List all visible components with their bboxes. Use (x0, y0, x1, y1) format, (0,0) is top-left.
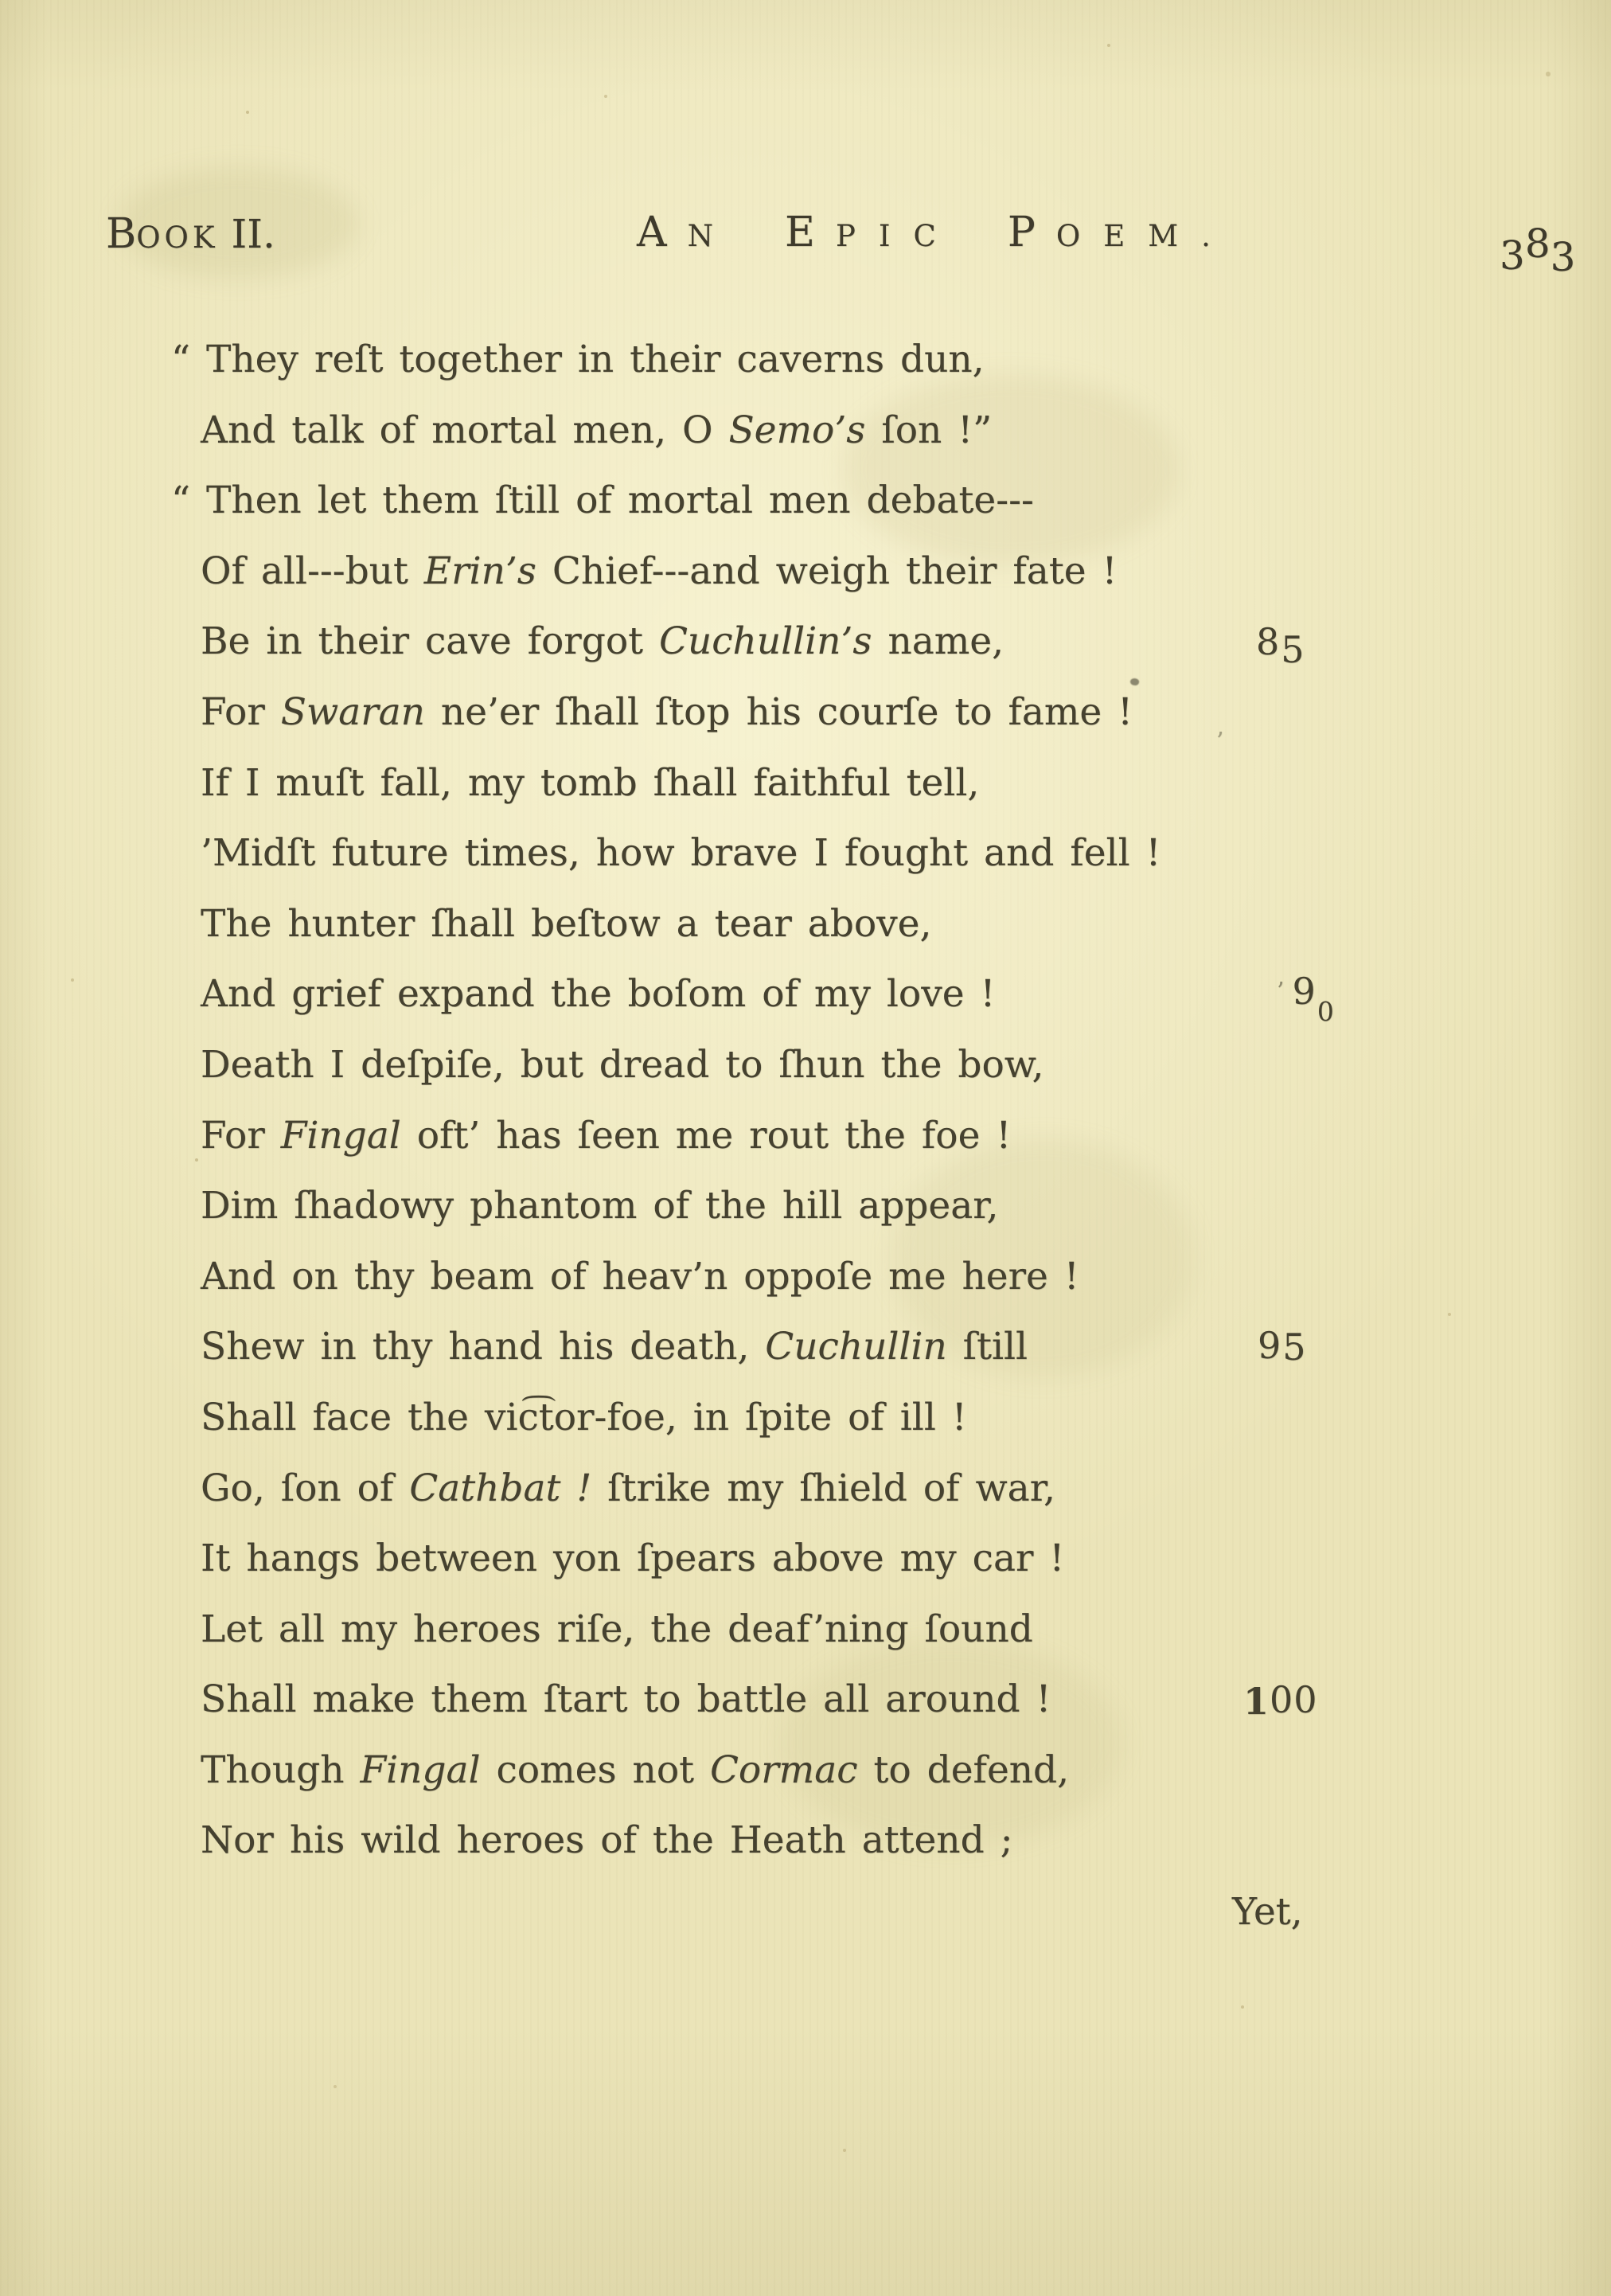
poem-line (201, 1030, 1490, 1101)
poem-line (171, 325, 1490, 396)
verse-line-number: ’ 90 (1277, 959, 1336, 1036)
poem-text-italic: Semo’s (728, 408, 866, 452)
book-number: II. (231, 211, 275, 257)
poem-text: name, (872, 619, 1004, 664)
poem-text: ſon !” (865, 408, 993, 452)
poem-text: to defend, (857, 1747, 1070, 1792)
poem-text: The hunter ſhall beſtow a tear above, (201, 901, 932, 946)
poem-text-italic: Fingal (280, 1113, 401, 1158)
poem-line (201, 959, 1490, 1030)
verse-line-number: 95 (1258, 1324, 1308, 1369)
poem-text: Dim ſhadowy phantom of the hill appear, (201, 1184, 999, 1228)
running-header-title (637, 209, 1234, 256)
poem-text: And on thy beam of heav’n oppoſe me here ! (201, 1254, 1079, 1298)
poem-text-italic: Swaran (280, 689, 425, 734)
poem-line (201, 396, 1490, 467)
poem-text: Shew in thy hand his death, (201, 1325, 766, 1369)
title-word (1007, 209, 1234, 256)
poem-text: Be in their cave forgot (201, 619, 659, 664)
poem-text-italic: Cuchullin (765, 1325, 947, 1369)
poem-line (201, 1454, 1490, 1525)
verse-line-number: 100 (1243, 1678, 1318, 1724)
book-label-initial: B (106, 210, 137, 258)
poem-line (201, 889, 1490, 960)
poem-text: Of all---but (201, 549, 424, 593)
title-initial: E (785, 209, 815, 256)
poem-line (201, 818, 1490, 889)
verse-line-number: 85 (1256, 620, 1306, 672)
poem-text: Though (201, 1747, 361, 1792)
poem-text: ’Midſt future times, how brave I fought and fell ! (201, 831, 1161, 876)
poem-text-italic: Cathbat ! (409, 1466, 592, 1510)
page-number: 383 (1500, 221, 1576, 280)
poem-text: And talk of mortal men, O (201, 408, 729, 452)
title-smallcaps: OEM. (1055, 219, 1234, 253)
paper-specks (0, 0, 2, 2)
title-smallcaps: N (687, 219, 736, 253)
poem-text-italic: Cuchullin’s (658, 619, 872, 664)
poem-text: “ Then let them ſtill of mortal men debate--- (171, 478, 1034, 523)
poem-text-italic: Erin’s (423, 549, 536, 593)
poem-text: If I muſt fall, my tomb ſhall faithful tell, (201, 760, 980, 805)
poem-line (201, 1806, 1490, 1876)
stray-ink-mark: ’ (1216, 728, 1224, 756)
poem-text: For (201, 689, 281, 734)
poem-line (201, 537, 1490, 607)
title-initial: A (637, 209, 667, 256)
poem-text: Nor his wild heroes of the Heath attend ; (201, 1818, 1013, 1863)
poem-line (201, 1595, 1490, 1665)
poem-line (201, 1312, 1490, 1383)
poem-line (201, 677, 1490, 748)
title-initial: P (1007, 209, 1036, 256)
poem (171, 325, 1490, 1876)
poem-text-italic: Cormac (709, 1747, 858, 1792)
poem-line (201, 1736, 1490, 1806)
poem-text: Shall make them ſtart to battle all around ! (201, 1677, 1051, 1722)
book-label-smallcaps: OOK (136, 221, 219, 255)
poem-line (201, 1383, 1490, 1454)
stray-ink-mark: ’ (1277, 978, 1286, 1006)
poem-text: Chief---and weigh their fate ! (536, 549, 1118, 593)
poem-text: Go, ſon of (201, 1466, 410, 1510)
poem-text: Shall face the vic͡tor-foe, in ſpite of ill ! (201, 1395, 967, 1439)
running-header-book (106, 210, 275, 258)
poem-text: ne’er ſhall ſtop his courſe to fame ! (424, 689, 1133, 734)
poem-line (201, 607, 1490, 677)
title-smallcaps: PIC (836, 219, 959, 253)
poem-text-italic: Fingal (360, 1747, 481, 1792)
poem-text: It hangs between yon ſpears above my car ! (201, 1537, 1065, 1581)
poem-text: comes not (480, 1747, 710, 1792)
poem-line (201, 1171, 1490, 1242)
poem-text: ſtrike my ſhield of war, (591, 1466, 1055, 1510)
title-word (637, 209, 736, 256)
poem-line (201, 1665, 1490, 1736)
poem-line (171, 466, 1490, 537)
poem-text: Death I deſpiſe, but dread to ſhun the bow, (201, 1042, 1044, 1087)
poem-text: ſtill (946, 1325, 1028, 1369)
title-word (785, 209, 959, 256)
poem-text: “ They reſt together in their caverns dun, (171, 338, 985, 381)
poem-text: And grief expand the boſom of my love ! (201, 972, 996, 1017)
poem-line (201, 748, 1490, 819)
poem-line (201, 1242, 1490, 1313)
poem-line (201, 1524, 1490, 1595)
poem-text: For (201, 1113, 281, 1158)
poem-text: oft’ has ſeen me rout the foe ! (400, 1113, 1012, 1158)
poem-text: Let all my heroes riſe, the deaf’ning ſound (201, 1607, 1033, 1651)
poem-line (201, 1101, 1490, 1172)
catchword: Yet, (1232, 1890, 1303, 1934)
